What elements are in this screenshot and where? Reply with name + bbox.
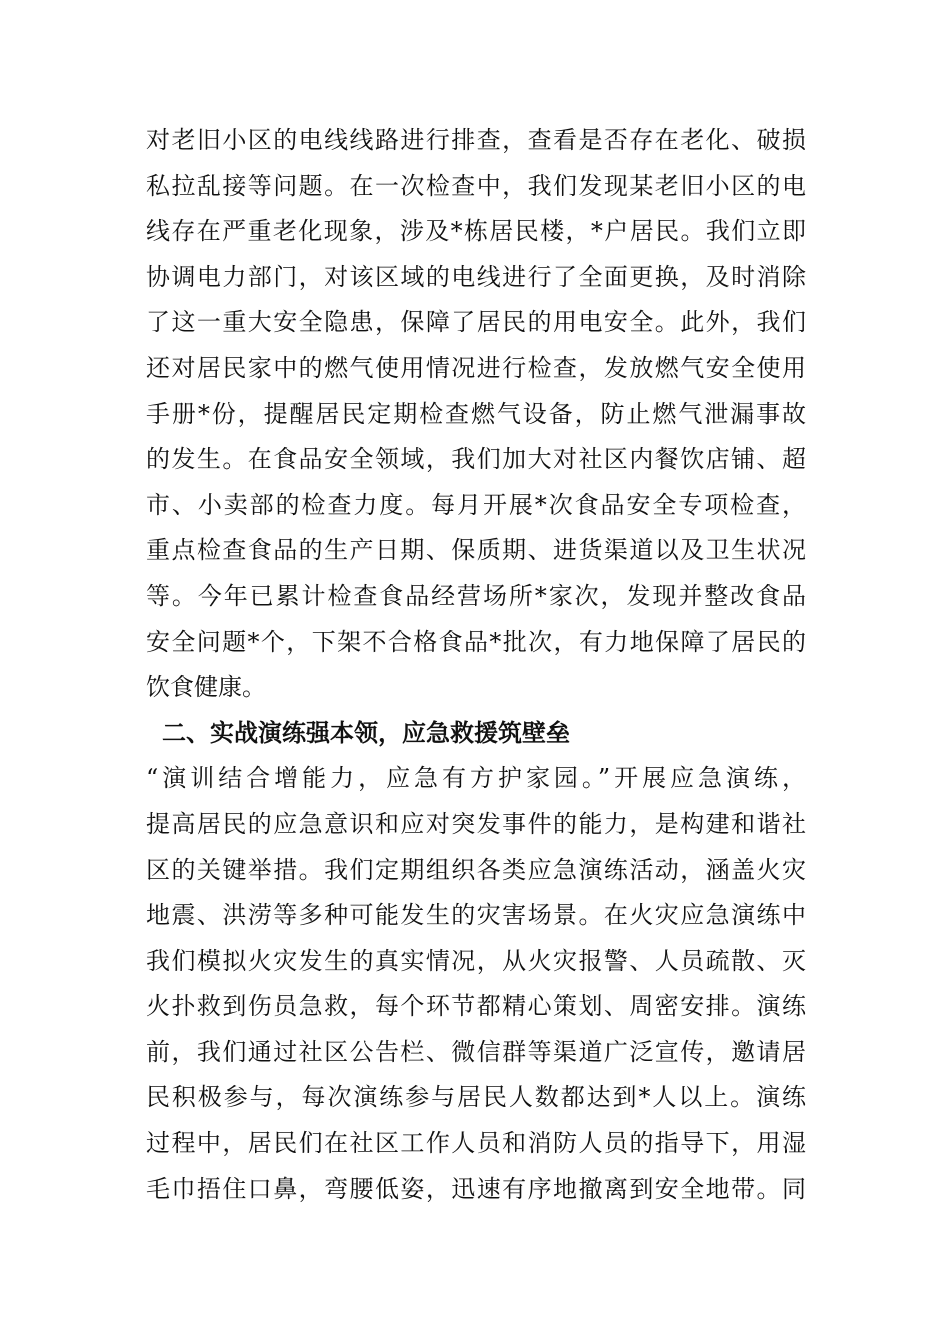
text-line: 前，我们通过社区公告栏、微信群等渠道广泛宣传，邀请居	[146, 1037, 806, 1066]
text-line: 我们模拟火灾发生的真实情况，从火灾报警、人员疏散、灭	[146, 946, 806, 975]
text-line: 地震、洪涝等多种可能发生的灾害场景。在火灾应急演练中	[146, 901, 806, 930]
document-body	[146, 118, 806, 1212]
text-line: 还对居民家中的燃气使用情况进行检查，发放燃气安全使用	[146, 353, 806, 382]
text-line: 的发生。在食品安全领域，我们加大对社区内餐饮店铺、超	[146, 445, 806, 474]
text-line: 手册*份，提醒居民定期检查燃气设备，防止燃气泄漏事故	[146, 399, 806, 428]
text-line: 提高居民的应急意识和应对突发事件的能力，是构建和谐社	[146, 809, 806, 838]
section-heading: 二、实战演练强本领，应急救援筑壁垒	[162, 718, 570, 747]
text-line: 市、小卖部的检查力度。每月开展*次食品安全专项检查，	[146, 490, 806, 519]
text-line: 饮食健康。	[146, 673, 266, 702]
paragraph-electrical-food-safety	[146, 118, 806, 711]
text-line: 毛巾捂住口鼻，弯腰低姿，迅速有序地撤离到安全地带。同	[146, 1174, 806, 1203]
text-line: 安全问题*个，下架不合格食品*批次，有力地保障了居民的	[146, 627, 806, 656]
text-line: 过程中，居民们在社区工作人员和消防人员的指导下，用湿	[146, 1129, 806, 1158]
text-line: 对老旧小区的电线线路进行排查，查看是否存在老化、破损	[146, 126, 806, 154]
text-line: 重点检查食品的生产日期、保质期、进货渠道以及卫生状况	[146, 536, 806, 565]
text-line: 火扑救到伤员急救，每个环节都精心策划、周密安排。演练	[146, 992, 806, 1021]
text-line: 了这一重大安全隐患，保障了居民的用电安全。此外，我们	[146, 308, 806, 337]
text-line: 民积极参与，每次演练参与居民人数都达到*人以上。演练	[146, 1083, 806, 1112]
text-line: 等。今年已累计检查食品经营场所*家次，发现并整改食品	[146, 581, 806, 610]
text-line: 协调电力部门，对该区域的电线进行了全面更换，及时消除	[146, 262, 806, 291]
paragraph-emergency-drills	[146, 756, 806, 1212]
text-line: 私拉乱接等问题。在一次检查中，我们发现某老旧小区的电	[146, 171, 806, 200]
text-line: 线存在严重老化现象，涉及*栋居民楼，*户居民。我们立即	[146, 217, 806, 246]
text-line: 区的关键举措。我们定期组织各类应急演练活动，涵盖火灾	[146, 855, 806, 884]
text-line: “演训结合增能力，应急有方护家园。”开展应急演练，	[146, 764, 806, 793]
